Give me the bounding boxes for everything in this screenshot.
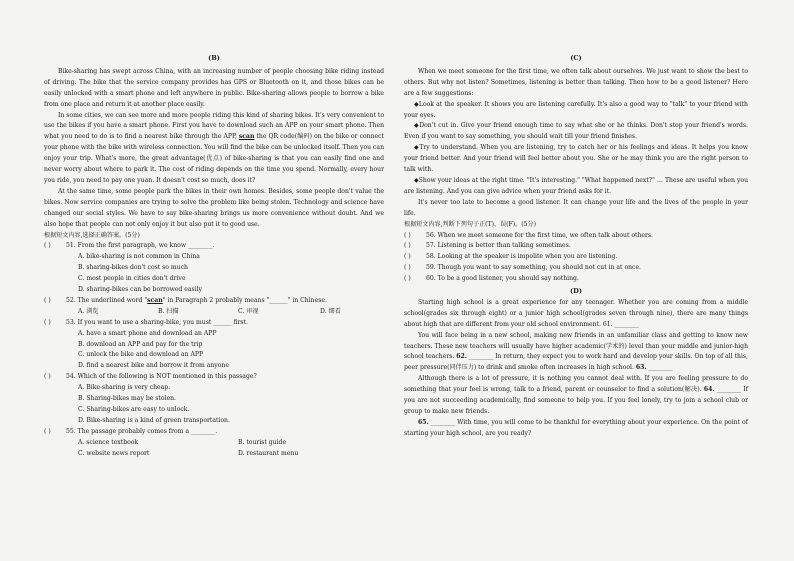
blank-64-number: 64. bbox=[703, 386, 715, 394]
passage-c-tip-4: ◆Show your ideas at the right time. "It's interesting." "What happened next?" … These are useful when you are listening. And you can give advice when your friend asks for it. bbox=[404, 176, 748, 195]
right-column bbox=[404, 0, 748, 440]
question-53: ( ) 53. If you want to use a sharing-bike, you must ______ first. bbox=[44, 318, 384, 329]
passage-c-tip-1: ◆Look at the speaker. It shows you are listening carefully. It's also a good way to "talk" to your friend with your eyes. bbox=[404, 100, 748, 119]
option-51-a: A. bike-sharing is not common in China bbox=[78, 253, 200, 261]
section-c-heading: (C) bbox=[570, 54, 582, 62]
answer-blank-52[interactable]: ( ) bbox=[44, 296, 51, 304]
options-55-ab bbox=[44, 438, 384, 449]
blank-63-number: 63. bbox=[635, 364, 647, 372]
option-53-d: D. find a nearest bike and borrow it from anyone bbox=[78, 362, 229, 370]
option-55-b: B. tourist guide bbox=[238, 438, 287, 446]
passage-c-intro: When we meet someone for the first time, we often talk about ourselves. We just want to show the best to others. But why not listen? Sometimes, listening is better than talking. Then how to be a good listener? Here are a few suggestions: bbox=[404, 67, 748, 97]
section-b-instruction: 根据短文内容,选择正确答案。(5分) bbox=[44, 231, 140, 239]
passage-b-paragraph-2: In some cities, we can see more and more people riding this kind of sharing bikes. It's very convenient to use the bikes if you have a smart phone. First you have to download such an APP on your smart phone. Then what you need to do is to find a nearest bike through the APP, scan the QR code(编码) on the bike or connect your phone with the bike with wireless connection. You will find the bike can be unlocked itself. Then you can enjoy your trip. What's more, the great advantage(优点) of bike-sharing is that you can easily find one and never worry about where to park it. The cost of riding depends on the time you spend. Normally, every hour you ride, you need to pay one yuan. It doesn't cost so much, does it? bbox=[44, 111, 384, 184]
answer-blank-51[interactable]: ( ) bbox=[44, 242, 51, 250]
answer-blank-58[interactable]: ( ) bbox=[404, 253, 411, 261]
answer-blank-53[interactable]: ( ) bbox=[44, 318, 51, 326]
answer-blank-56[interactable]: ( ) bbox=[404, 231, 411, 239]
statement-58: ( ) 58. Looking at the speaker is impolite when you are listening. bbox=[404, 252, 748, 263]
blank-62-number: 62. bbox=[456, 353, 467, 361]
passage-d-paragraph-2: You will face being in a new school, making new friends in an unfamiliar class and getting to know new teachers. These new teachers will usually have higher academic(学术的) level than your middle and junior-high school teachers. 62. ________ In return, they expect you to work hard and develop your skills. On top of all this, peer pressure(同伴压力) to drink and smoke often increases in high school. 63. ________ bbox=[404, 331, 748, 372]
option-55-c: C. website news report bbox=[78, 449, 150, 457]
passage-c-closing: It's never too late to become a good listener. It can change your life and the lives of the people in your life. bbox=[404, 198, 748, 217]
question-51: ( ) 51. From the first paragraph, we know ________. bbox=[44, 241, 384, 252]
statement-56: ( ) 56. When we meet someone for the first time, we often talk about others. bbox=[404, 231, 748, 242]
question-55: ( ) 55. The passage probably comes from a ________. bbox=[44, 427, 384, 438]
option-55-d: D. restaurant menu bbox=[238, 449, 299, 457]
question-52: ( ) 52. The underlined word "scan" in Paragraph 2 probably means "______" in Chinese. bbox=[44, 296, 384, 307]
options-55-cd bbox=[44, 449, 384, 460]
answer-blank-60[interactable]: ( ) bbox=[404, 275, 411, 283]
option-55-a: A. science textbook bbox=[78, 438, 139, 446]
option-52-d: D. 细看 bbox=[320, 307, 341, 315]
option-52-c: C. 审视 bbox=[238, 307, 259, 315]
option-54-c: C. Sharing-bikes are easy to unlock. bbox=[78, 406, 190, 413]
option-54-a: A. Bike-sharing is very cheap. bbox=[78, 384, 171, 392]
option-53-a: A. have a smart phone and download an APP bbox=[78, 329, 217, 337]
answer-blank-59[interactable]: ( ) bbox=[404, 264, 411, 272]
option-53-b: B. download an APP and pay for the trip bbox=[78, 340, 203, 348]
passage-d-paragraph-1: Starting high school is a great experience for any teenager. Whether you are coming from a middle school(grades six through eight) or a junior high school(grades seven through nine), there are many things about high that are different from your old school environment. 61. ________ bbox=[404, 298, 748, 328]
answer-blank-54[interactable]: ( ) bbox=[44, 373, 51, 381]
section-c-instruction: 根据短文内容,判断下列句子正(T)、误(F)。(5分) bbox=[404, 220, 536, 228]
statement-59: ( ) 59. Though you want to say something, you should not cut in at once. bbox=[404, 263, 748, 274]
option-51-b: B. sharing-bikes don't cost so much bbox=[78, 264, 188, 272]
answer-blank-55[interactable]: ( ) bbox=[44, 427, 51, 435]
question-54: ( ) 54. Which of the following is NOT mentioned in this passage? bbox=[44, 372, 384, 383]
option-54-d: D. Bike-sharing is a kind of green transportation. bbox=[78, 416, 230, 424]
passage-b-paragraph-3: At the same time, some people park the bikes in their own homes. Besides, some people don't value the bikes. Now service companies are trying to solve the problem like being stolen. Technology and science have changed our social styles. We have to say bike-sharing brings us more convenience without doubt. And we also hope that people can not only enjoy it but also put it to good use. bbox=[44, 187, 384, 228]
statement-60: ( ) 60. To be a good listener, you should say nothing. bbox=[404, 274, 748, 285]
options-52 bbox=[44, 307, 384, 318]
option-52-a: A. 浏览 bbox=[78, 307, 99, 315]
section-b-heading: (B) bbox=[208, 54, 220, 62]
option-51-d: D. sharing-bikes can be borrowed easily bbox=[78, 286, 202, 294]
statement-57: ( ) 57. Listening is better than talking sometimes. bbox=[404, 241, 748, 252]
blank-65-number: 65. bbox=[418, 418, 429, 426]
passage-c-tip-3: ◆Try to understand. When you are listening, try to catch her or his feelings and ideas. It helps you know your friend better. And your friend will feel better about you. She or he may think you are the right person to talk with. bbox=[404, 144, 748, 174]
option-52-b: B. 扫描 bbox=[158, 307, 179, 315]
underlined-word-scan: scan bbox=[238, 133, 255, 141]
option-53-c: C. unlock the bike and download an APP bbox=[78, 351, 204, 359]
passage-b-paragraph-1: Bike-sharing has swept across China, with an increasing number of people choosing bike riding instead of driving. The bike that the service company provides has GPS or Bluetooth on it, and those bikes can be easily unlocked with a smart phone and left anywhere in public. Bike-sharing allows people to borrow a bike from one place and return it at another place easily. bbox=[44, 67, 384, 108]
passage-d-paragraph-3: Although there is a lot of pressure, it is nothing you cannot deal with. If you are feeling pressure to do something that your feel is wrong, talk to a friend, parent or counselor to find a solution(解决). 64. ________ If you are not succeeding academically, find someone to help you. If you feel lonely, try to join a school club or group to make new friends. bbox=[404, 375, 748, 415]
answer-blank-57[interactable]: ( ) bbox=[404, 242, 411, 250]
passage-c-tip-2: ◆Don't cut in. Give your friend enough time to say what she or he thinks. Don't stop your friend's words. Even if you want to say something, you should wait till your friend finishes. bbox=[404, 122, 748, 141]
section-d-heading: (D) bbox=[570, 287, 582, 296]
option-51-c: C. most people in cities don't drive bbox=[78, 275, 186, 283]
left-column bbox=[44, 0, 384, 460]
option-54-b: B. Sharing-bikes may be stolen. bbox=[78, 395, 176, 403]
passage-d-paragraph-4: 65. ________ With time, you will come to be thankful for everything about your experience. On the point of starting your high school, are you ready? bbox=[404, 418, 748, 437]
